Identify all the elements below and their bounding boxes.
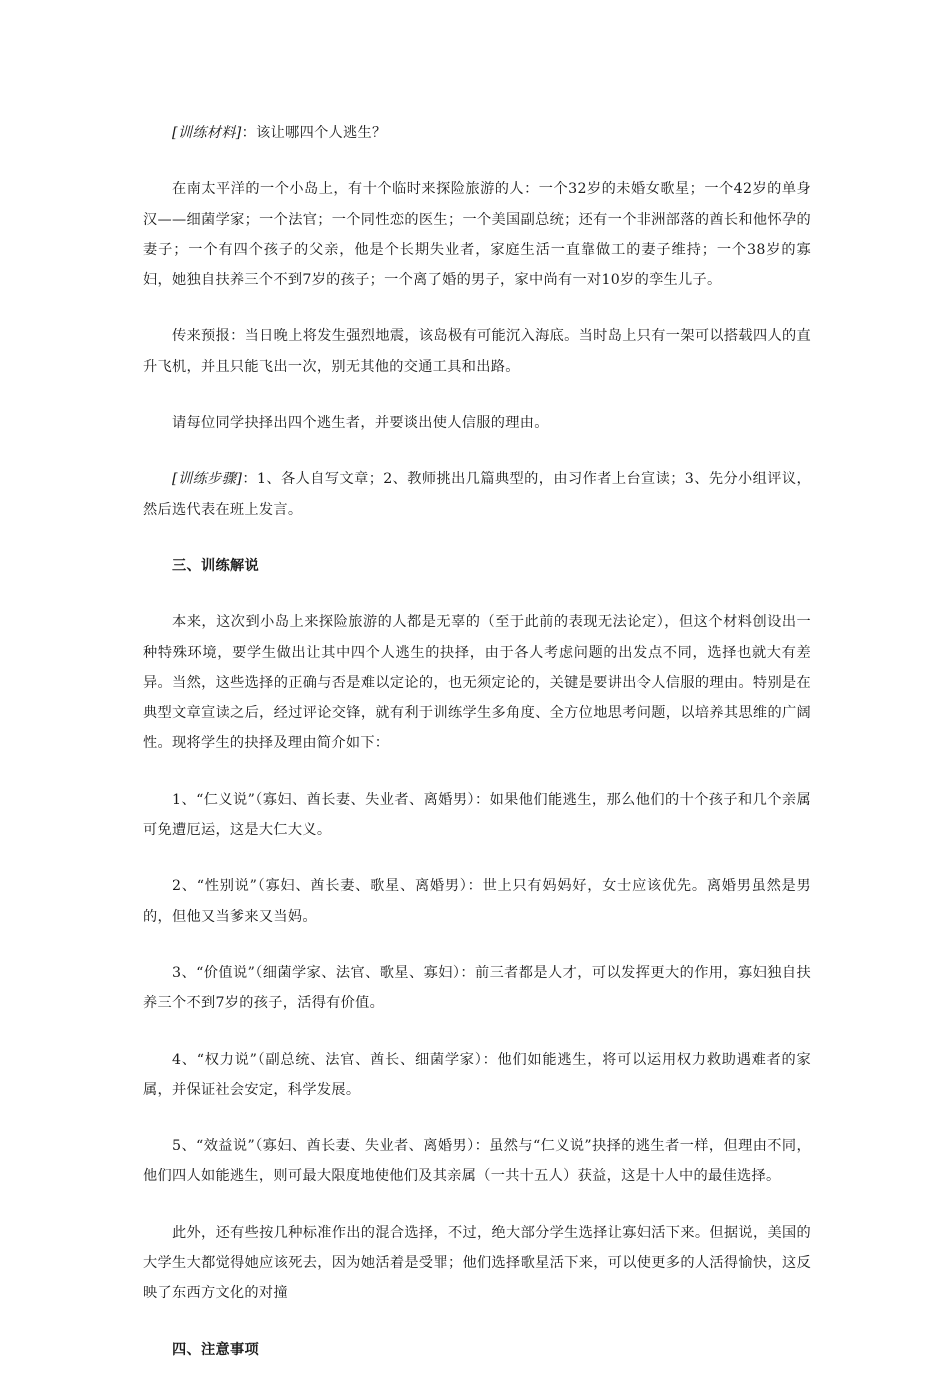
section-heading-notes: 四、注意事项 — [172, 1341, 259, 1358]
document-page — [143, 118, 811, 1391]
choice-item-benefit: 5、“效益说”（寡妇、酋长妻、失业者、离婚男）：虽然与“仁义说”抉择的逃生者一样，但理由不同，他们四人如能逃生，则可最大限度地使他们及其亲属（一共十五人）获益，这是十人中的最佳选择。 — [143, 1138, 811, 1185]
training-material-question: ：该让哪四个人逃生？ — [241, 125, 387, 141]
choice-item-benevolence: 1、“仁义说”（寡妇、酋长妻、失业者、离婚男）：如果他们能逃生，那么他们的十个孩子和几个亲属可免遭厄运，这是大仁大义。 — [143, 791, 811, 839]
explanation-outro-paragraph: 此外，还有些按几种标准作出的混合选择，不过，绝大部分学生选择让寡妇活下来。但据说，美国的大学生大都觉得她应该死去，因为她活着是受罪；他们选择歌星活下来，可以使更多的人活得愉快，这反映了东西方文化的对撞 — [143, 1224, 811, 1302]
training-steps-tag: [训练步骤] — [172, 471, 243, 488]
explanation-intro-paragraph: 本来，这次到小岛上来探险旅游的人都是无辜的（至于此前的表现无法论定），但这个材料创设出一种特殊环境，要学生做出让其中四个人逃生的抉择，由于各人考虑问题的出发点不同，选择也就大有差异。当然，这些选择的正确与否是难以定论的，也无须定论的，关键是要讲出令人信服的理由。特别是在典型文章宣读之后，经过评论交锋，就有利于训练学生多角度、全方位地思考问题，以培养其思维的广阔性。现将学生的抉择及理由简介如下： — [143, 614, 811, 752]
training-material-tag: [训练材料] — [172, 125, 242, 141]
choice-item-power: 4、“权力说”（副总统、法官、酋长、细菌学家）：他们如能逃生，将可以运用权力救助遇难者的家属，并保证社会安定，科学发展。 — [143, 1051, 811, 1098]
forecast-paragraph: 传来预报：当日晚上将发生强烈地震，该岛极有可能沉入海底。当时岛上只有一架可以搭载四人的直升飞机，并且只能飞出一次，别无其他的交通工具和出路。 — [143, 328, 811, 375]
training-steps-text: ：1、各人自写文章；2、教师挑出几篇典型的，由习作者上台宣读；3、先分小组评议，然后选代表在班上发言。 — [143, 471, 811, 518]
training-material-line — [143, 118, 811, 148]
scenario-paragraph: 在南太平洋的一个小岛上，有十个临时来探险旅游的人：一个32岁的未婚女歌星；一个42岁的单身汉——细菌学家；一个法官；一个同性恋的医生；一个美国副总统；还有一个非洲部落的酋长和他怀孕的妻子；一个有四个孩子的父亲，他是个长期失业者，家庭生活一直靠做工的妻子维持；一个38岁的寡妇，她独自扶养三个不到7岁的孩子；一个离了婚的男子，家中尚有一对10岁的孪生儿子。 — [143, 181, 811, 289]
training-steps-line — [143, 464, 811, 525]
instruction-paragraph: 请每位同学抉择出四个逃生者，并要谈出使人信服的理由。 — [172, 415, 549, 432]
choice-item-gender: 2、“性别说”（寡妇、酋长妻、歌星、离婚男）：世上只有妈妈好，女士应该优先。离婚男虽然是男的，但他又当爹来又当妈。 — [143, 878, 811, 925]
section-heading-explanation: 三、训练解说 — [172, 557, 259, 574]
choice-item-value: 3、“价值说”（细菌学家、法官、歌星、寡妇）：前三者都是人才，可以发挥更大的作用，寡妇独自扶养三个不到7岁的孩子，活得有价值。 — [143, 964, 811, 1012]
